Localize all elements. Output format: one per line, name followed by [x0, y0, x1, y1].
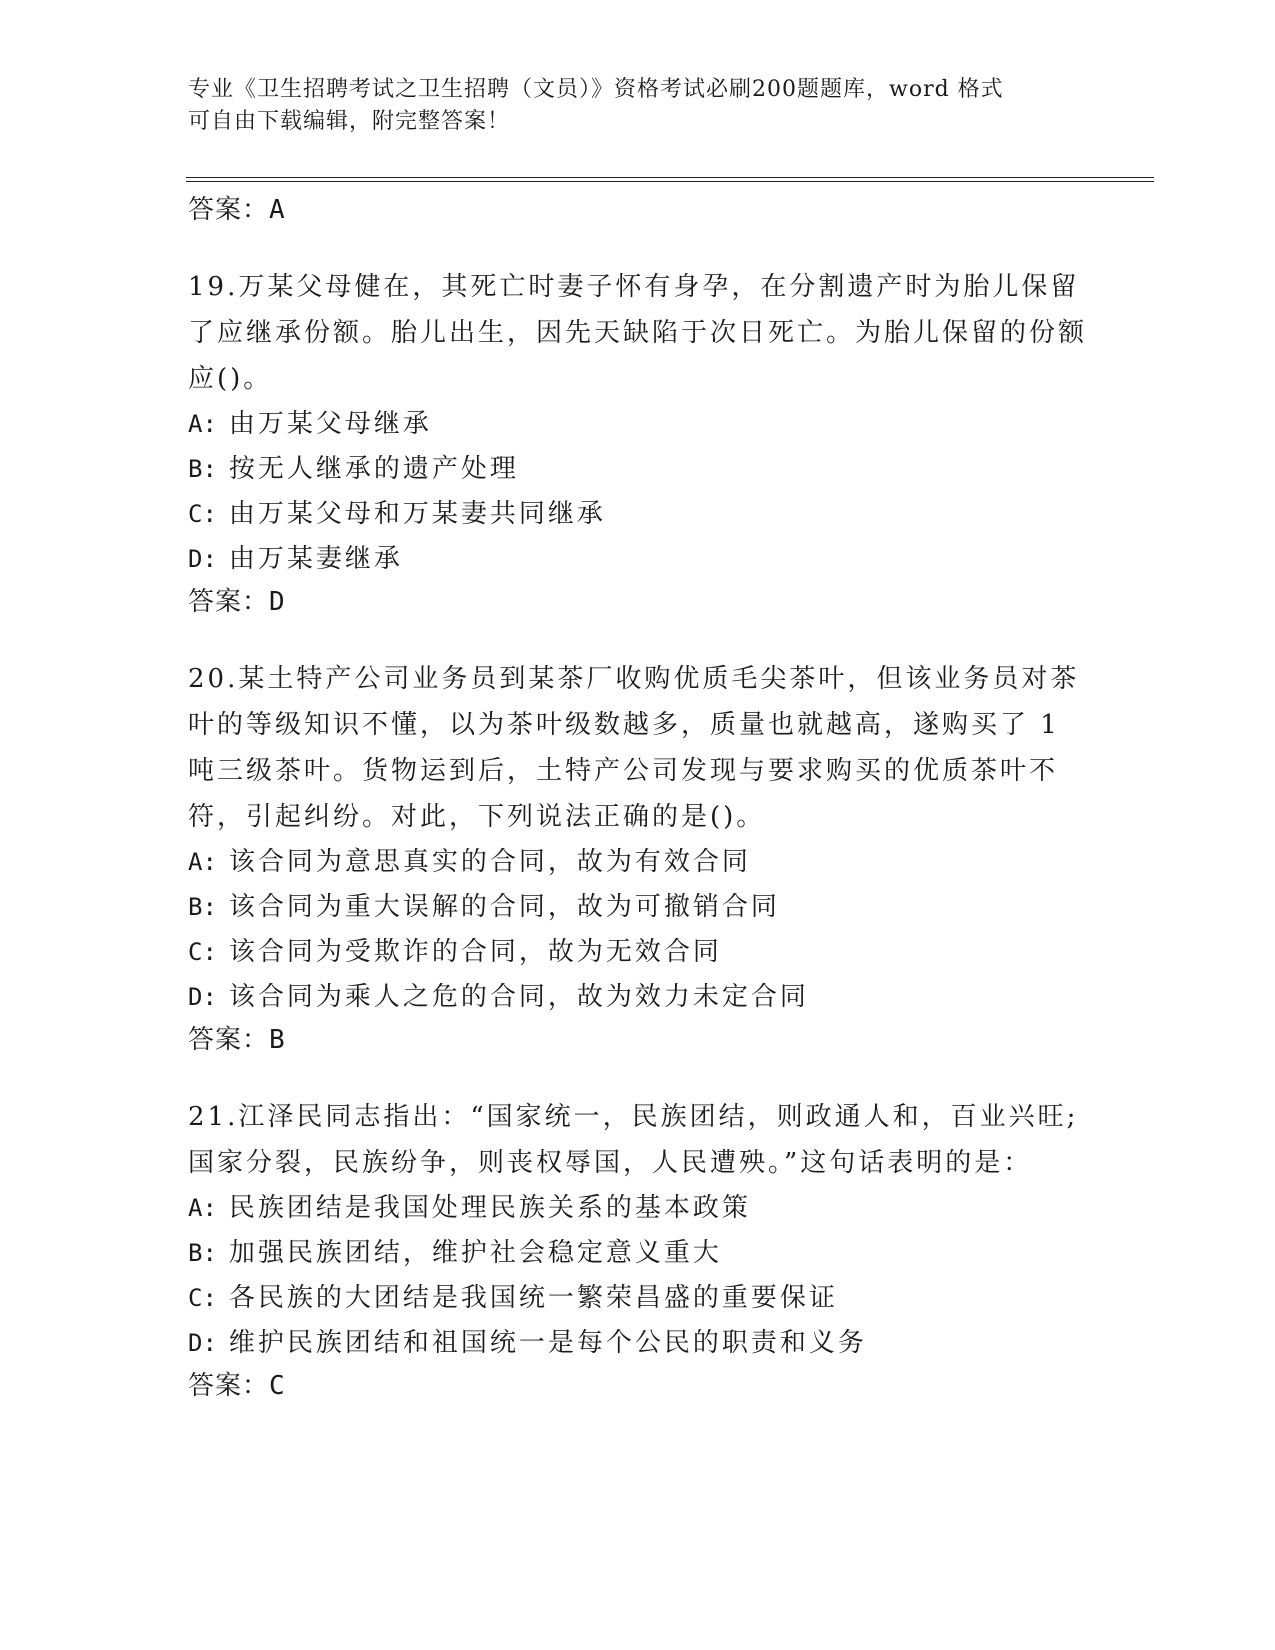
option-letter: A: — [188, 1194, 217, 1222]
answer-label: 答案： — [188, 195, 270, 225]
option-letter: D: — [188, 983, 217, 1011]
question-block-19 — [188, 264, 1088, 622]
option-text: 民族团结是我国处理民族关系的基本政策 — [228, 1193, 751, 1223]
question-number: 20. — [188, 664, 239, 694]
option-letter: A: — [188, 410, 217, 438]
option-b — [188, 1231, 1088, 1276]
answer-label: 答案： — [188, 587, 270, 617]
option-letter: C: — [188, 500, 217, 528]
answer-value: D — [269, 587, 286, 617]
option-text: 该合同为重大误解的合同，故为可撤销合同 — [228, 892, 780, 922]
option-text: 该合同为乘人之危的合同，故为效力未定合同 — [228, 982, 809, 1012]
question-answer — [188, 582, 1088, 622]
option-letter: B: — [188, 893, 217, 921]
option-a — [188, 1186, 1088, 1231]
option-text: 由万某妻继承 — [228, 544, 403, 574]
option-letter: C: — [188, 1284, 217, 1312]
header-line-1: 专业《卫生招聘考试之卫生招聘（文员）》资格考试必刷200题题库，word 格式 — [188, 77, 1004, 102]
option-a — [188, 402, 1088, 447]
option-c — [188, 1276, 1088, 1321]
option-d — [188, 975, 1088, 1020]
option-c — [188, 930, 1088, 975]
document-header — [188, 74, 1088, 138]
question-number: 21. — [188, 1102, 239, 1132]
question-text — [188, 1094, 1088, 1186]
option-text: 该合同为受欺诈的合同，故为无效合同 — [228, 937, 722, 967]
header-divider — [186, 177, 1154, 182]
option-c — [188, 492, 1088, 537]
document-body — [188, 190, 1088, 1406]
question-stem: 万某父母健在，其死亡时妻子怀有身孕，在分割遗产时为胎儿保留了应继承份额。胎儿出生，因先天缺陷于次日死亡。为胎儿保留的份额应()。 — [188, 272, 1088, 394]
previous-answer — [188, 190, 1088, 230]
option-text: 加强民族团结，维护社会稳定意义重大 — [228, 1238, 722, 1268]
option-text: 该合同为意思真实的合同，故为有效合同 — [228, 847, 751, 877]
question-answer — [188, 1020, 1088, 1060]
option-d — [188, 537, 1088, 582]
option-letter: C: — [188, 938, 217, 966]
option-a — [188, 840, 1088, 885]
answer-value: B — [269, 1025, 286, 1055]
option-letter: D: — [188, 545, 217, 573]
option-letter: A: — [188, 848, 217, 876]
question-block-21 — [188, 1094, 1088, 1406]
option-letter: B: — [188, 1239, 217, 1267]
option-b — [188, 447, 1088, 492]
option-text: 维护民族团结和祖国统一是每个公民的职责和义务 — [228, 1328, 867, 1358]
question-text — [188, 656, 1088, 840]
option-text: 由万某父母和万某妻共同继承 — [228, 499, 606, 529]
option-text: 按无人继承的遗产处理 — [228, 454, 519, 484]
header-line-2: 可自由下载编辑，附完整答案！ — [188, 109, 511, 134]
question-block-20 — [188, 656, 1088, 1060]
option-letter: D: — [188, 1329, 217, 1357]
option-text: 各民族的大团结是我国统一繁荣昌盛的重要保证 — [228, 1283, 838, 1313]
option-letter: B: — [188, 455, 217, 483]
question-text — [188, 264, 1088, 402]
question-stem: 某土特产公司业务员到某茶厂收购优质毛尖茶叶，但该业务员对茶叶的等级知识不懂，以为茶叶级数越多，质量也就越高，遂购买了 1 吨三级茶叶。货物运到后，土特产公司发现与要求购买的优质茶叶不符，引起纠纷。对此，下列说法正确的是()。 — [188, 664, 1080, 832]
answer-value: A — [269, 195, 286, 225]
question-stem: 江泽民同志指出：“国家统一，民族团结，则政通人和，百业兴旺;国家分裂，民族纷争，则丧权辱国，人民遭殃。”这句话表明的是： — [188, 1102, 1079, 1178]
answer-value: C — [269, 1371, 286, 1401]
option-d — [188, 1321, 1088, 1366]
option-b — [188, 885, 1088, 930]
question-answer — [188, 1366, 1088, 1406]
option-text: 由万某父母继承 — [228, 409, 432, 439]
question-number: 19. — [188, 272, 239, 302]
answer-label: 答案： — [188, 1371, 270, 1401]
answer-label: 答案： — [188, 1025, 270, 1055]
